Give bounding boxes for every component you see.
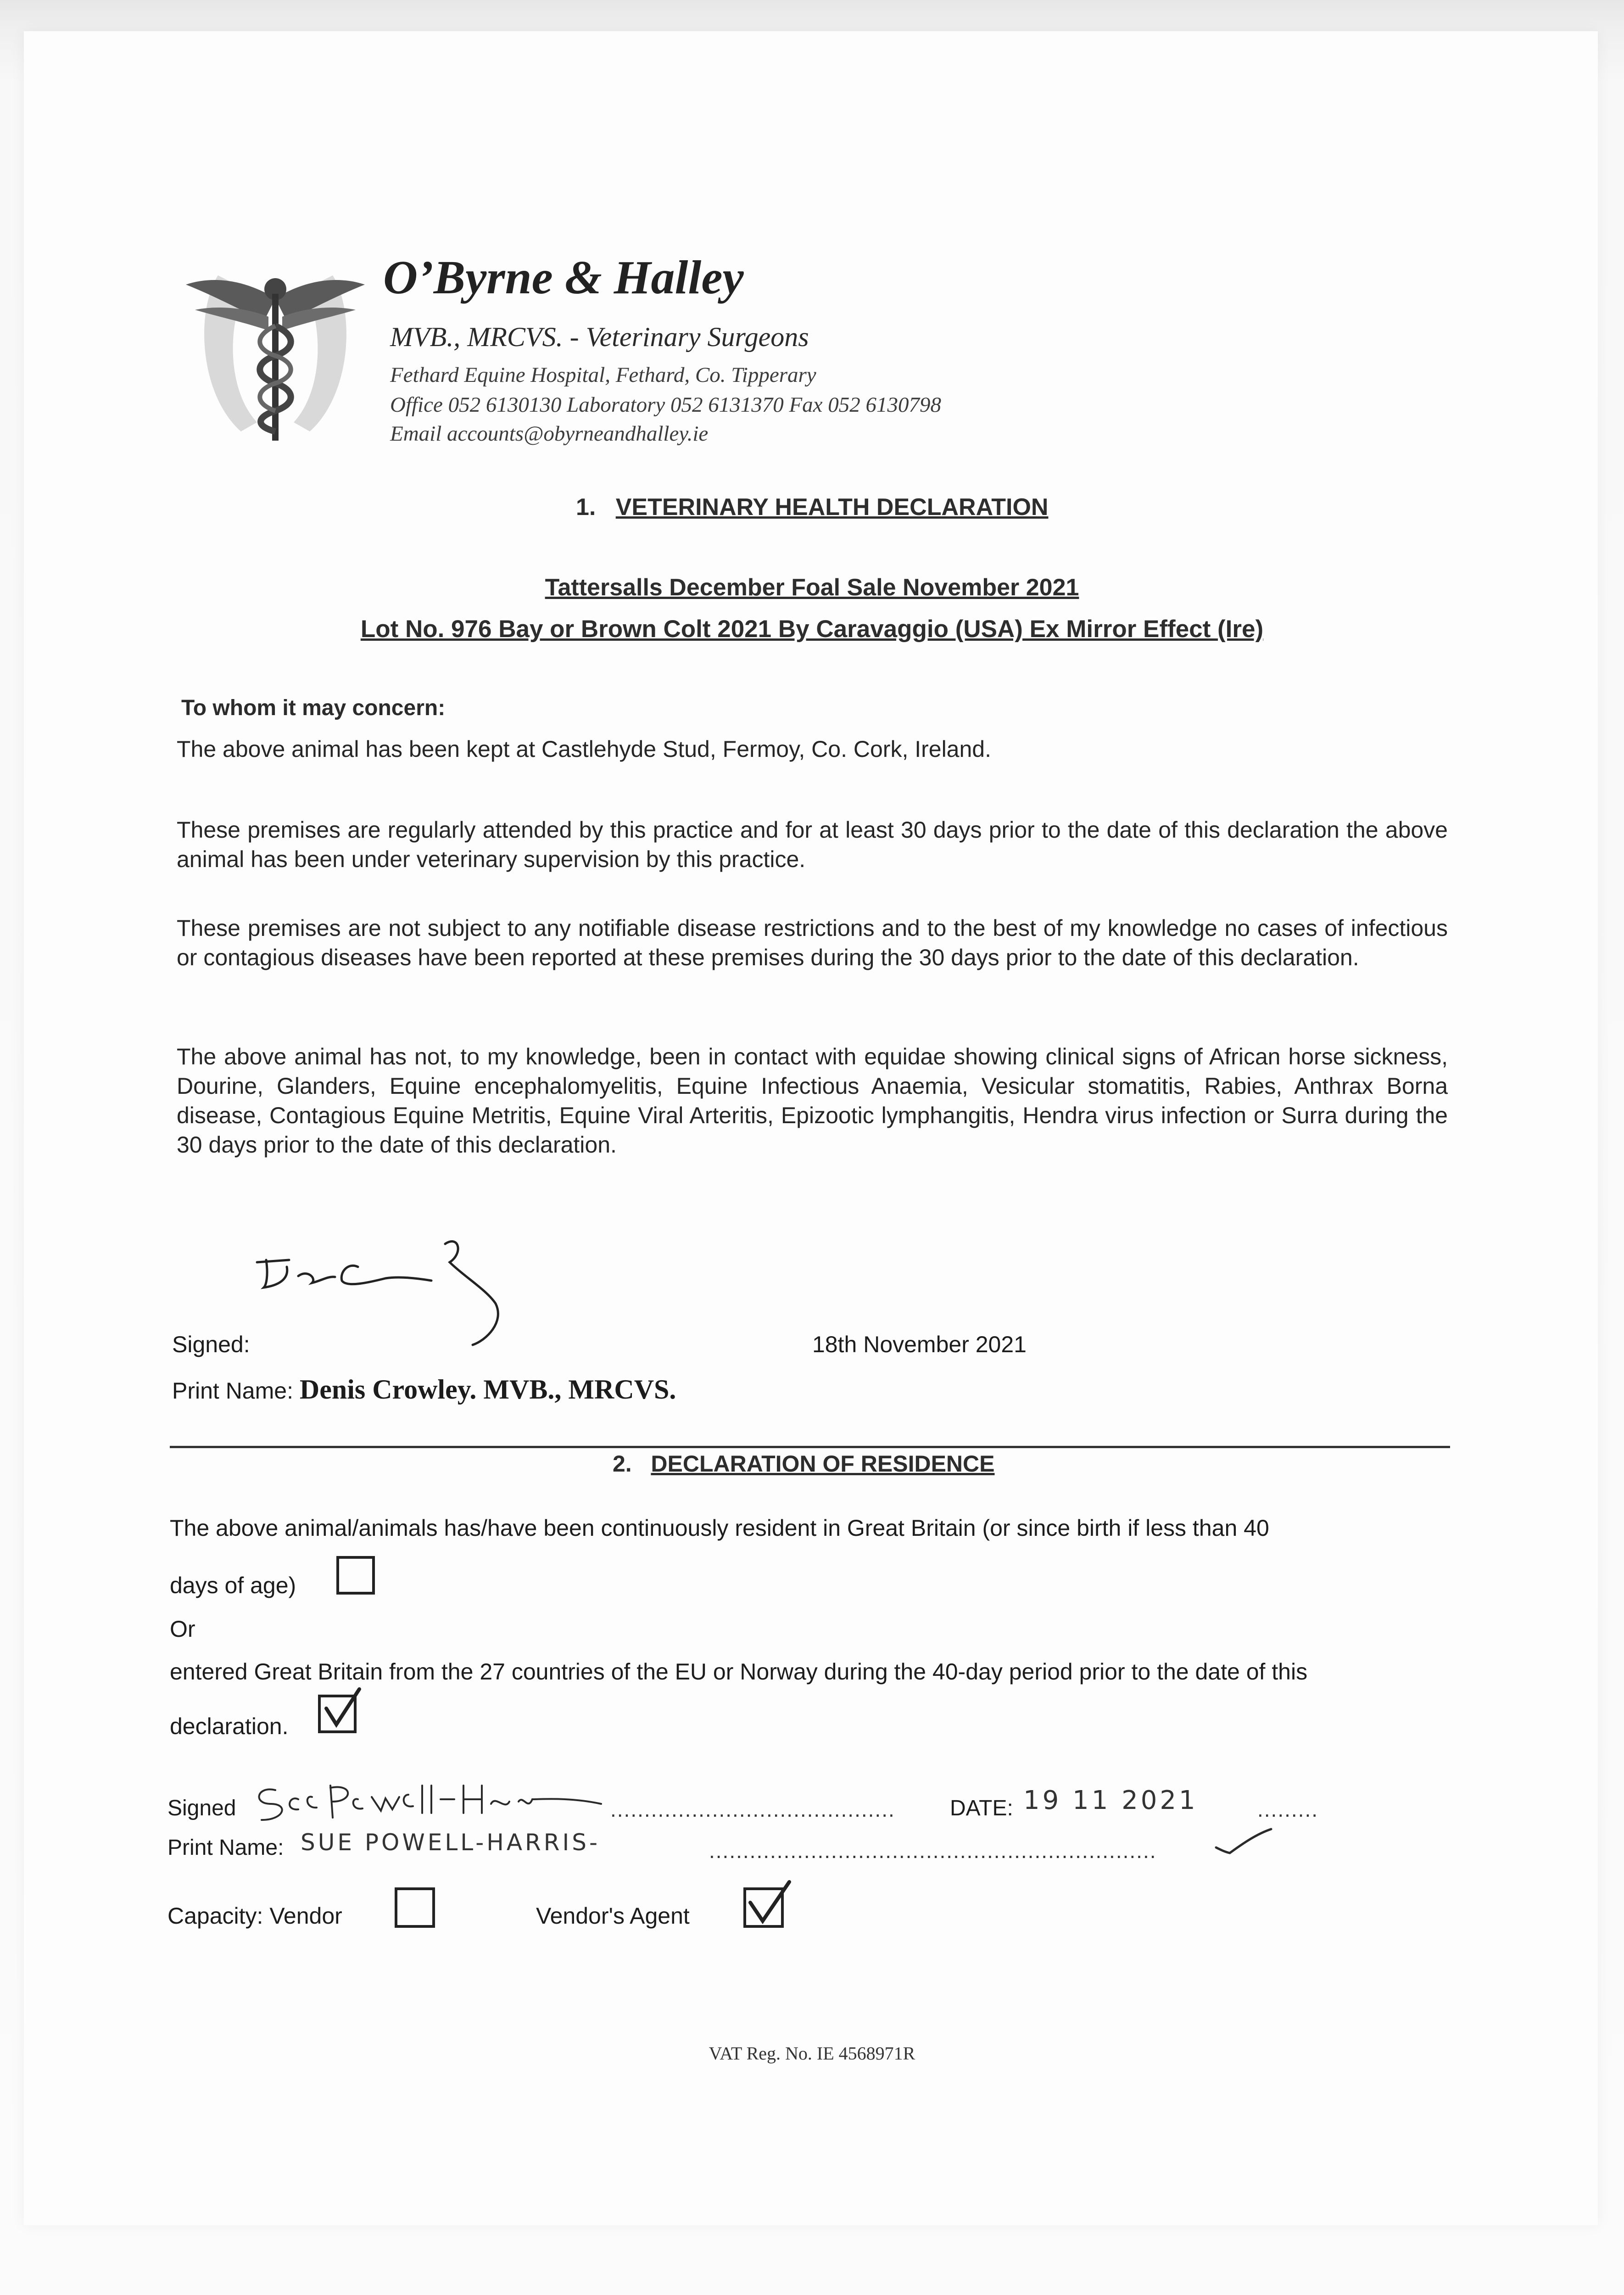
capacity-vendor-label: Capacity: Vendor	[167, 1903, 342, 1929]
vet-print-name-row	[172, 1374, 676, 1405]
paragraph-premises: The above animal has been kept at Castlehyde Stud, Fermoy, Co. Cork, Ireland.	[177, 736, 991, 762]
firm-qualifications: MVB., MRCVS. - Veterinary Surgeons	[390, 322, 809, 352]
paragraph-supervision: These premises are regularly attended by this practice and for at least 30 days prior to the date of this declaration the above animal has been under veterinary supervision by this practice.	[177, 817, 1448, 872]
residence-option2-line2: declaration.	[170, 1713, 289, 1739]
section2-number: 2.	[613, 1451, 632, 1477]
vet-print-name-label: Print Name:	[172, 1378, 293, 1404]
vendor-signature-dots: ..........................................	[610, 1797, 895, 1821]
firm-email: Email accounts@obyrneandhalley.ie	[390, 422, 709, 446]
residence-option1-checkbox[interactable]	[336, 1556, 375, 1595]
caduceus-horseshoe-icon	[177, 257, 374, 450]
vendor-print-name-dots: ..................................................................	[709, 1839, 1157, 1863]
firm-phones: Office 052 6130130 Laboratory 052 6131370 Fax 052 6130798	[390, 393, 942, 417]
section1-title: VETERINARY HEALTH DECLARATION	[615, 494, 1049, 521]
vendor-date-value: 19 11 2021	[1023, 1786, 1198, 1815]
section1-number: 1.	[576, 494, 596, 521]
tick-mark-icon	[1211, 1825, 1276, 1857]
vendor-date-dots: .........	[1257, 1797, 1319, 1821]
vet-signed-label: Signed:	[172, 1332, 250, 1357]
firm-hospital: Fethard Equine Hospital, Fethard, Co. Tipperary	[390, 363, 816, 387]
paragraph-restrictions: These premises are not subject to any notifiable disease restrictions and to the best of my knowledge no cases of infectious or contagious diseases have been reported at these premises during the 30 days prior to the date of this declaration.	[177, 915, 1448, 970]
capacity-agent-checkbox[interactable]	[743, 1887, 784, 1928]
sale-title: Tattersalls December Foal Sale November 2021	[545, 574, 1079, 601]
lot-title: Lot No. 976 Bay or Brown Colt 2021 By Caravaggio (USA) Ex Mirror Effect (Ire)	[360, 616, 1264, 643]
section2-title: DECLARATION OF RESIDENCE	[651, 1451, 995, 1477]
section-divider	[170, 1446, 1450, 1448]
vet-print-name: Denis Crowley. MVB., MRCVS.	[299, 1374, 676, 1405]
check-mark-icon	[743, 1877, 794, 1928]
section1-heading	[576, 493, 1048, 521]
residence-option1-line2: days of age)	[170, 1573, 296, 1598]
paragraph-contact: The above animal has not, to my knowledge, been in contact with equidae showing clinical signs of African horse sickness, Dourine, Glanders, Equine encephalomyelitis, Equine Infectious Anaemia, Vesicular stomatitis, Rabies, Anthrax Borna disease, Contagious Equine Metritis, Equine Viral Arteritis, Epizootic lymphangitis, Hendra virus infection or Surra during the 30 days prior to the date of this declaration.	[177, 1044, 1448, 1158]
check-mark-icon	[318, 1685, 364, 1731]
vat-registration: VAT Reg. No. IE 4568971R	[709, 2043, 915, 2064]
capacity-agent-label: Vendor's Agent	[536, 1903, 690, 1929]
vet-signature-date: 18th November 2021	[812, 1332, 1027, 1357]
section2-heading	[613, 1450, 995, 1477]
capacity-vendor-checkbox[interactable]	[395, 1887, 435, 1928]
vendor-print-name-value: SUE POWELL-HARRIS-	[301, 1829, 601, 1856]
salutation: To whom it may concern:	[181, 696, 446, 720]
vet-signature	[248, 1235, 532, 1354]
vendor-signature	[248, 1776, 606, 1827]
vendor-print-name-label: Print Name:	[167, 1836, 284, 1860]
residence-option2-line1: entered Great Britain from the 27 countries of the EU or Norway during the 40-day period prior to the date of this	[170, 1659, 1308, 1685]
vendor-signed-label: Signed	[167, 1796, 236, 1820]
or-label: Or	[170, 1616, 195, 1642]
vendor-date-label: DATE:	[950, 1796, 1013, 1820]
residence-option2-checkbox[interactable]	[318, 1695, 357, 1733]
residence-option1-line1: The above animal/animals has/have been continuously resident in Great Britain (or since birth if less than 40	[170, 1515, 1269, 1541]
firm-name: O’Byrne & Halley	[383, 251, 744, 304]
